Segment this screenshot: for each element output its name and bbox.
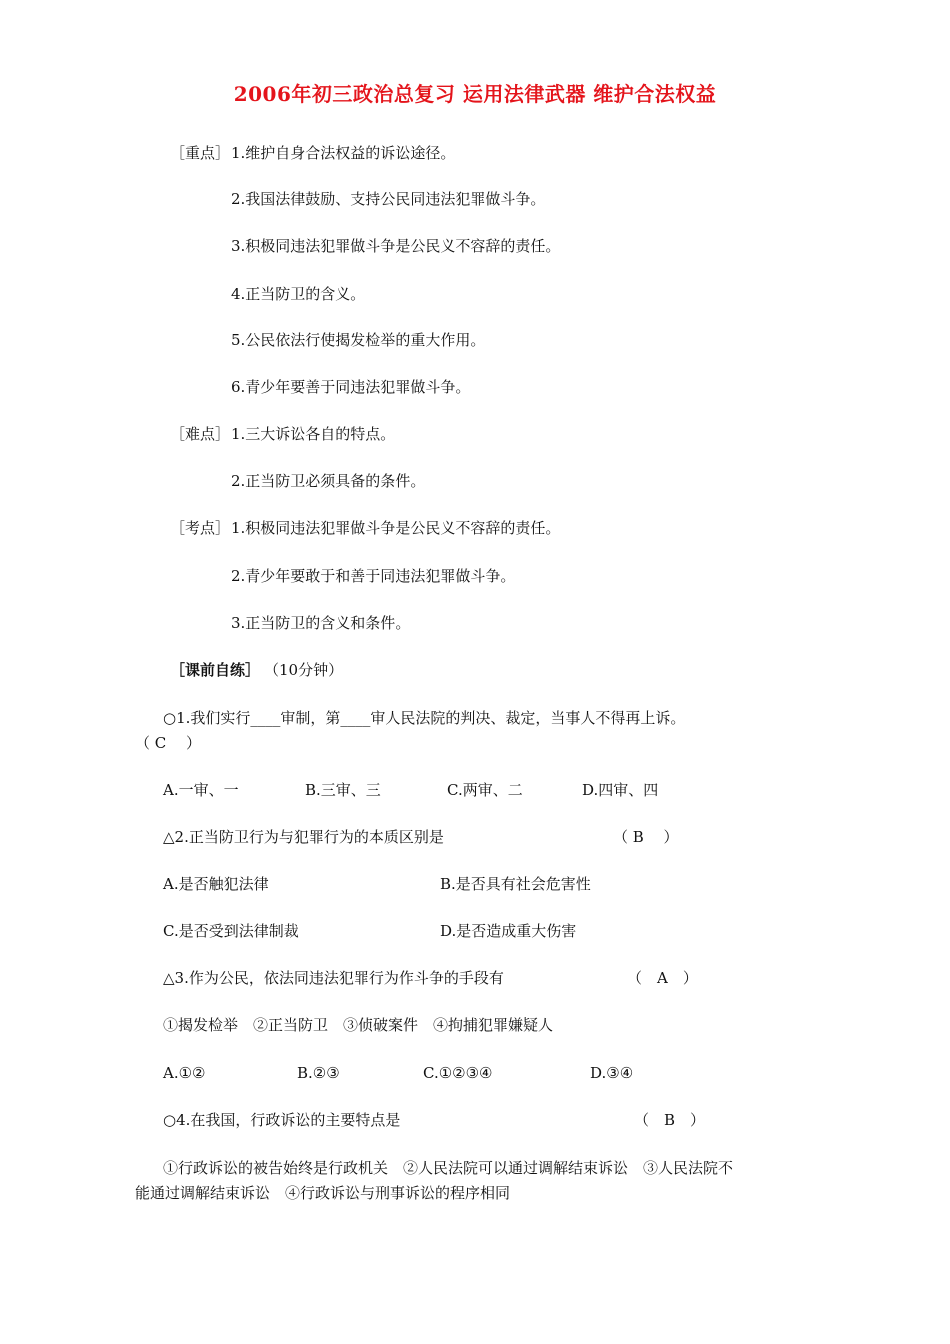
question-3-answer: （ A ） — [627, 969, 698, 987]
difficult-point-item: 1.三大诉讼各自的特点。 — [231, 425, 396, 443]
question-2-option-c: C.是否受到法律制裁 — [163, 922, 299, 940]
exam-point-item: 1.积极同违法犯罪做斗争是公民义不容辞的责任。 — [231, 519, 561, 537]
key-point-item: 4.正当防卫的含义。 — [231, 285, 366, 303]
key-point-item: 5.公民依法行使揭发检举的重大作用。 — [231, 331, 486, 349]
question-1-option-b: B.三审、三 — [305, 781, 381, 799]
question-3-option-a: A.①② — [163, 1064, 206, 1082]
key-point-item: 1.维护自身合法权益的诉讼途径。 — [231, 144, 456, 162]
question-1-option-d: D.四审、四 — [582, 781, 659, 799]
practice-heading: ［课前自练］ — [170, 661, 261, 679]
question-1-answer: （ C ） — [135, 734, 202, 752]
question-2-option-b: B.是否具有社会危害性 — [440, 875, 591, 893]
key-point-item: 6.青少年要善于同违法犯罪做斗争。 — [231, 378, 471, 396]
question-1-text: ○1.我们实行____审制，第____审人民法院的判决、裁定，当事人不得再上诉。 — [163, 709, 686, 727]
exam-point-item: 3.正当防卫的含义和条件。 — [231, 614, 411, 632]
question-3-option-b: B.②③ — [297, 1064, 340, 1082]
exam-points-label: ［考点］ — [170, 519, 231, 537]
difficult-points-label: ［难点］ — [170, 425, 231, 443]
question-1-option-c: C.两审、二 — [447, 781, 523, 799]
practice-time: （10分钟） — [264, 661, 344, 679]
question-2-option-a: A.是否触犯法律 — [163, 875, 269, 893]
key-point-item: 2.我国法律鼓励、支持公民同违法犯罪做斗争。 — [231, 190, 546, 208]
question-4-answer: （ B ） — [634, 1111, 706, 1129]
question-1-option-a: A.一审、一 — [163, 781, 239, 799]
question-4-text: ○4.在我国，行政诉讼的主要特点是 — [163, 1111, 401, 1129]
question-3-option-c: C.①②③④ — [423, 1064, 493, 1082]
question-3-option-d: D.③④ — [590, 1064, 634, 1082]
exam-point-item: 2.青少年要敢于和善于同违法犯罪做斗争。 — [231, 567, 516, 585]
key-point-item: 3.积极同违法犯罪做斗争是公民义不容辞的责任。 — [231, 237, 561, 255]
question-3-text: △3.作为公民，依法同违法犯罪行为作斗争的手段有 — [163, 969, 504, 987]
question-2-option-d: D.是否造成重大伤害 — [440, 922, 577, 940]
question-2-answer: （ B ） — [613, 828, 679, 846]
question-2-text: △2.正当防卫行为与犯罪行为的本质区别是 — [163, 828, 444, 846]
question-4-statements-line-2: 能通过调解结束诉讼 ④行政诉讼与刑事诉讼的程序相同 — [135, 1184, 511, 1202]
document-title: 2006年初三政治总复习 运用法律武器 维护合法权益 — [233, 82, 717, 106]
question-3-statements: ①揭发检举 ②正当防卫 ③侦破案件 ④拘捕犯罪嫌疑人 — [163, 1016, 554, 1034]
question-4-statements-line-1: ①行政诉讼的被告始终是行政机关 ②人民法院可以通过调解结束诉讼 ③人民法院不 — [163, 1159, 734, 1177]
key-points-label: ［重点］ — [170, 144, 231, 162]
difficult-point-item: 2.正当防卫必须具备的条件。 — [231, 472, 426, 490]
